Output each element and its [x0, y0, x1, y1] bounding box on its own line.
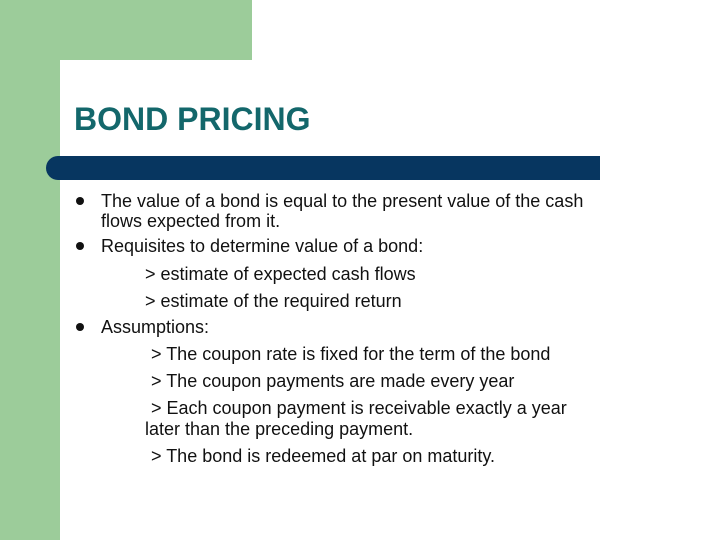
body-line: > The coupon payments are made every year: [151, 371, 515, 391]
body-line: later than the preceding payment.: [145, 419, 414, 439]
bullet-icon: [76, 323, 84, 331]
body-line: flows expected from it.: [101, 211, 281, 231]
title-underline-bar: [46, 156, 600, 180]
bullet-icon: [76, 197, 84, 205]
body-line: > The bond is redeemed at par on maturity.: [151, 446, 496, 466]
body-line: > Each coupon payment is receivable exactly a year: [151, 398, 567, 418]
body-line: Assumptions:: [101, 317, 210, 337]
slide-title: BOND PRICING: [74, 101, 311, 137]
body-line: The value of a bond is equal to the present value of the cash: [101, 191, 584, 211]
body-line: > estimate of the required return: [145, 291, 402, 311]
body-line: Requisites to determine value of a bond:: [101, 236, 424, 256]
decor-green-left: [0, 0, 60, 540]
bullet-icon: [76, 242, 84, 250]
body-line: > The coupon rate is fixed for the term of the bond: [151, 344, 551, 364]
body-line: > estimate of expected cash flows: [145, 264, 416, 284]
